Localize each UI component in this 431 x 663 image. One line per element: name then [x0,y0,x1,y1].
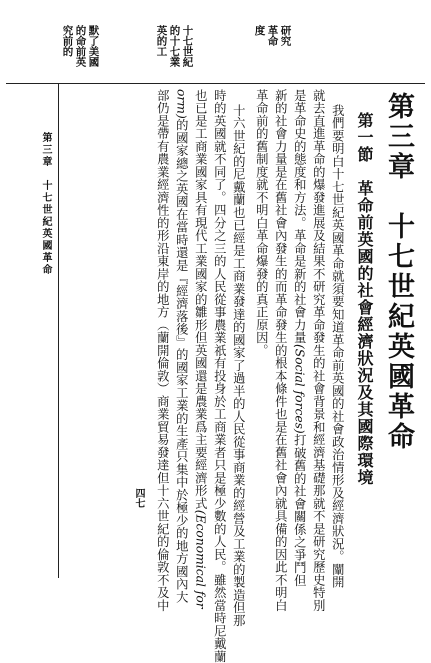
running-header-middle-line-2: 的十七業 [168,25,181,67]
running-header-left-line-3: 默了美國 [87,25,100,67]
body-line-4: 新的社會力量是在舊社會內發生的而革命發生的根本條件也是在舊社會內就具備的因此不明白 [273,89,288,612]
footer-divider-rule [58,83,59,578]
running-header-right-line-1: 度 [253,25,266,36]
body-line-3 [292,89,307,587]
body-line-3-text-a: 是革命史的態度和方法。革命是新的社會力量 [292,89,307,344]
chapter-title: 第三章 十七世紀英國革命 [383,92,414,452]
footer-running-title: 第三章 十七世紀英國革命 [40,132,51,276]
running-header-middle-line-1: 英的工 [155,25,168,57]
running-header-middle [156,25,196,77]
body-line-3-text-b: 打破舊的社會關係之爭鬥但 [292,433,307,587]
header-rule [6,83,425,84]
running-header-left-line-1: 究前的 [61,25,74,57]
running-header-left-line-2: 的命前英 [74,25,87,67]
page-number: 四七 [133,488,144,508]
body-line-5: 革命前的舊制度就不明白革命爆發的真正原因。 [254,89,269,357]
body-line-10: 部仍是帶有農業經濟性的形沿東岸的地方（蘭開倫敦）商業貿易發達但十六世紀的倫敦不及中 [155,89,170,612]
body-line-8 [193,89,208,609]
body-line-6: 十六世紀的尼戴蘭也已經是工商業發達的國家了過半的人民從事商業的經營及工業的製造但那 [231,104,246,627]
body-line-1: 我們要明白十七世紀英國革命就須要知道革命前英國的社會政治情形及經濟狀況。闡開 [330,104,345,589]
body-line-2: 就去直進革命的爆發進展及結果不研究革命發生的社會背景和經濟基礎那就不是研究歷史特別 [311,89,326,612]
body-line-7: 時的英國就不同了。四分之三的人民從事農業祇有投身於工商業者只是極少數的人民。雖然當時尼戴蘭 [212,89,227,663]
running-header-right-line-3: 研究 [279,25,292,46]
running-header-right [254,25,294,77]
body-line-8-latin: (Economical for [193,509,208,609]
body-line-8-text: 也已是工商業國家具有現代工業國家的雛形但英國還是農業爲主要經濟形式 [193,89,208,510]
body-line-3-latin: (Social forces) [292,344,307,434]
body-line-9 [174,89,189,604]
section-title: 第一節 革命前英國的社會經濟狀況及其國際環境 [355,112,374,486]
running-header-middle-line-3: 十七世紀 [181,25,194,67]
running-header-right-line-2: 革命 [266,25,279,46]
body-line-9-latin: orm) [174,89,189,119]
running-header-left [62,25,102,77]
body-line-9-text: 的國家總之英國在當時還是『經濟落後』的國家工業的生產只集中於極少的地方國內大 [174,118,189,604]
